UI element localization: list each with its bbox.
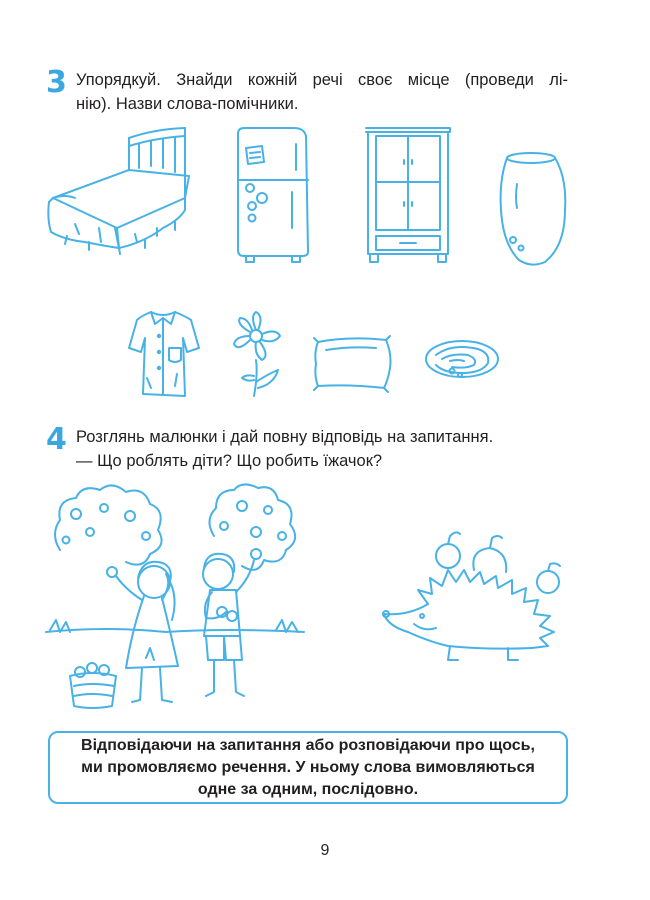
vase-illustration [495, 150, 575, 270]
hedgehog-illustration [378, 520, 578, 670]
blanket-illustration [422, 335, 507, 390]
task-3-line-2: нію). Назви слова-помічники. [76, 95, 299, 113]
page-number: 9 [320, 842, 330, 859]
task-4-instruction [76, 425, 576, 473]
rule-line-2: ми промовляємо речення. У ньому слова вимовляються [81, 758, 535, 776]
bed-illustration [45, 124, 195, 259]
task-3-line-1: Упорядкуй. Знайди кожній речі своє місце (проведи лі- [76, 71, 568, 89]
rule-line-1: Відповідаючи на запитання або розповідаючи про щось, [81, 736, 535, 754]
rule-line-3: одне за одним, послідовно. [197, 780, 419, 798]
task-3-number: 3 [46, 65, 67, 100]
task-4-line-1: Розглянь малюнки і дай повну відповідь на запитання. [76, 428, 494, 446]
task-4-number: 4 [46, 422, 67, 457]
pillow-illustration [310, 332, 395, 394]
shirt-illustration [125, 308, 205, 400]
wardrobe-illustration [364, 124, 459, 269]
fridge-illustration [232, 124, 317, 269]
children-apple-picking-illustration [46, 480, 308, 712]
rule-box [48, 731, 568, 804]
task-3-instruction [76, 68, 568, 116]
flower-illustration [228, 308, 288, 400]
task-4-line-2: — Що роблять діти? Що робить їжачок? [76, 452, 383, 470]
